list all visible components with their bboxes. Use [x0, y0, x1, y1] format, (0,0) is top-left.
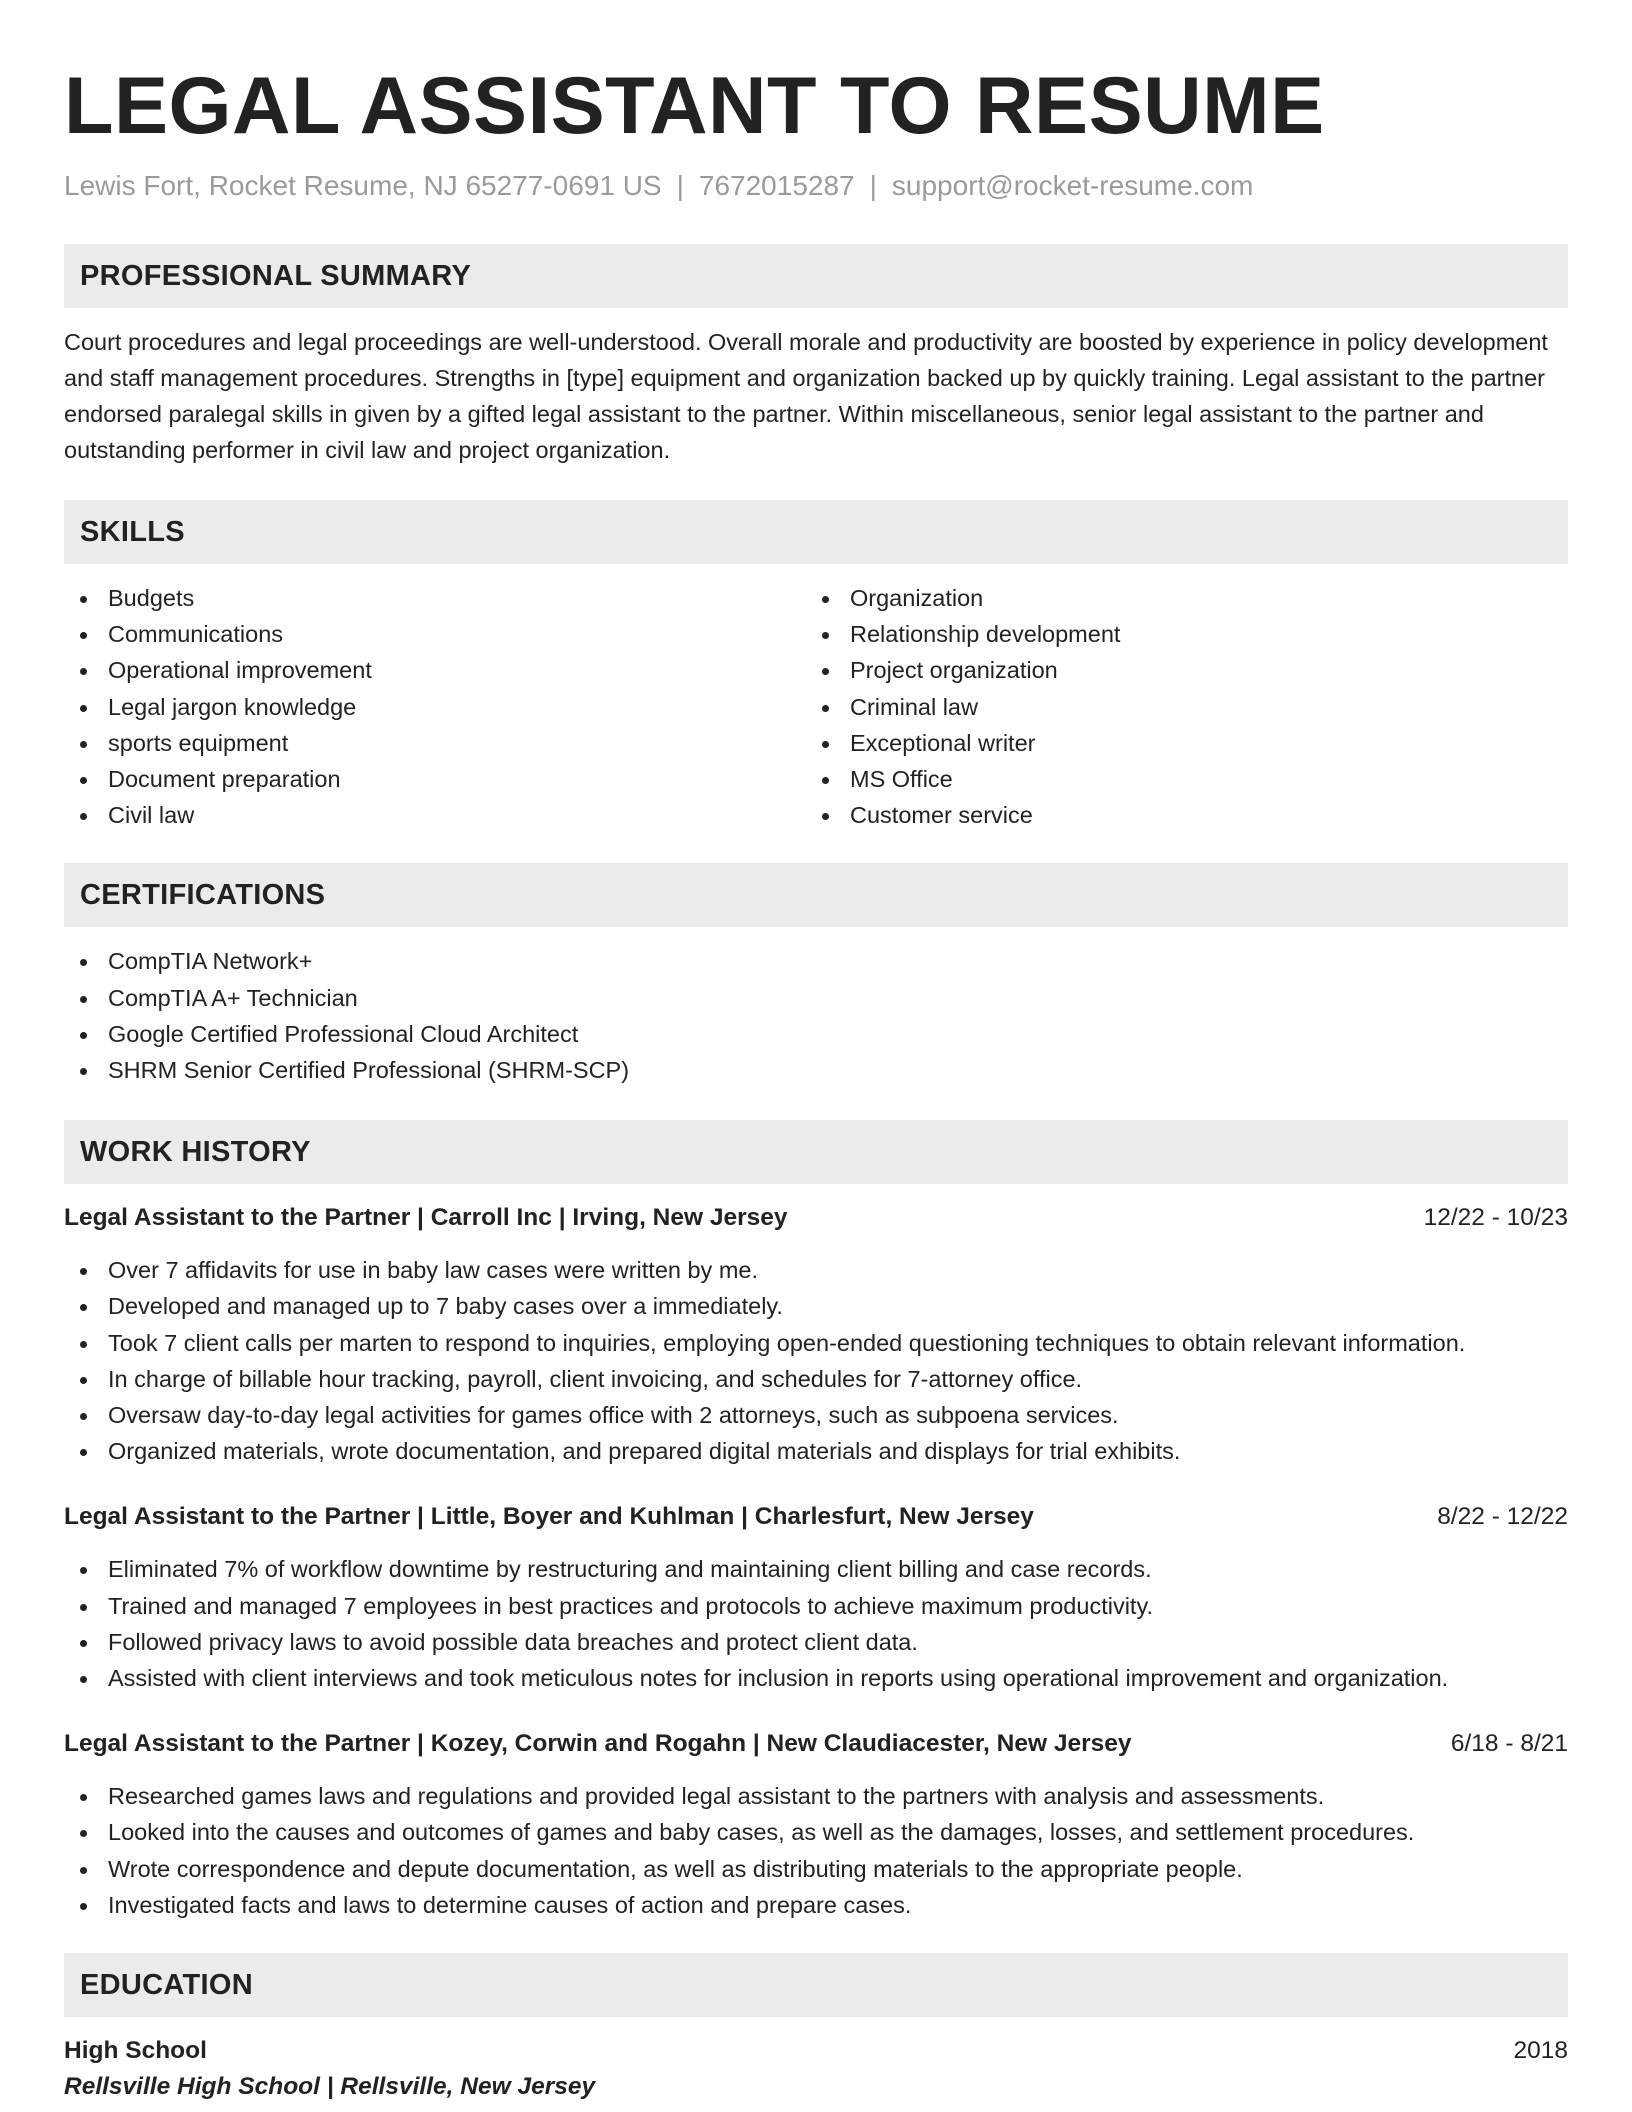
summary-text: Court procedures and legal proceedings are well-understood. Overall morale and productivity are boosted by experience in policy development and staff management procedures. Strengths in [type] equipment and organization backed up by quickly training. Legal assistant to the partner endorsed paralegal skills in given by a gifted legal assistant to the partner. Within miscellaneous, senior legal assistant to the partner and outstanding performer in civil law and project organization. [64, 329, 1548, 463]
education-school: Rellsville High School | Rellsville, New Jersey [64, 2073, 596, 2101]
job-bullet: Trained and managed 7 employees in best practices and protocols to achieve maximum productivity. [64, 1588, 1568, 1624]
skills-column-left [64, 580, 806, 833]
job-bullet: Over 7 affidavits for use in baby law cases were written by me. [64, 1252, 1568, 1288]
job-bullet: Eliminated 7% of workflow downtime by restructuring and maintaining client billing and case records. [64, 1551, 1568, 1587]
job-bullet: Wrote correspondence and depute documentation, as well as distributing materials to the appropriate people. [64, 1851, 1568, 1887]
section-header-summary: PROFESSIONAL SUMMARY [64, 244, 1568, 308]
skill-item: Operational improvement [64, 652, 806, 688]
skill-item: Communications [64, 616, 806, 652]
skills-grid [64, 580, 1568, 833]
skill-item: Budgets [64, 580, 806, 616]
skill-item: Project organization [806, 652, 1548, 688]
certification-item: CompTIA Network+ [64, 943, 1568, 979]
contact-separator: | [869, 170, 877, 201]
skill-item: Relationship development [806, 616, 1548, 652]
job-bullet: In charge of billable hour tracking, payroll, client invoicing, and schedules for 7-attorney office. [64, 1361, 1568, 1397]
contact-email[interactable]: support@rocket-resume.com [891, 170, 1254, 201]
section-header-certifications: CERTIFICATIONS [64, 863, 1568, 927]
job-header [64, 1499, 1568, 1535]
job-bullet: Investigated facts and laws to determine causes of action and prepare cases. [64, 1887, 1568, 1923]
job-entry [64, 1200, 1568, 1469]
job-bullet: Researched games laws and regulations and provided legal assistant to the partners with analysis and assessments. [64, 1778, 1568, 1814]
job-bullets [64, 1551, 1568, 1696]
job-bullet: Developed and managed up to 7 baby cases over a immediately. [64, 1288, 1568, 1324]
skill-item: sports equipment [64, 725, 806, 761]
skill-item: Civil law [64, 797, 806, 833]
education-degree: High School [64, 2037, 207, 2065]
job-bullets [64, 1252, 1568, 1469]
skill-item: Exceptional writer [806, 725, 1548, 761]
education-entry [64, 2033, 1568, 2105]
education-header [64, 2033, 1568, 2069]
job-bullet: Took 7 client calls per marten to respond to inquiries, employing open-ended questioning techniques to obtain relevant information. [64, 1325, 1568, 1361]
job-header [64, 1726, 1568, 1762]
resume-page [64, 0, 1568, 2105]
job-dates: 6/18 - 8/21 [1450, 1730, 1568, 1758]
job-title: Legal Assistant to the Partner | Carroll Inc | Irving, New Jersey [64, 1204, 788, 1232]
section-header-work-history: WORK HISTORY [64, 1120, 1568, 1184]
section-header-education: EDUCATION [64, 1953, 1568, 2017]
skill-item: MS Office [806, 761, 1548, 797]
contact-line [64, 166, 1568, 206]
job-title: Legal Assistant to the Partner | Kozey, Corwin and Rogahn | New Claudiacester, New Jersey [64, 1730, 1132, 1758]
skill-item: Criminal law [806, 689, 1548, 725]
education-year: 2018 [1513, 2037, 1568, 2065]
section-header-skills: SKILLS [64, 500, 1568, 564]
job-entry [64, 1726, 1568, 1923]
contact-phone[interactable]: 7672015287 [698, 170, 855, 201]
job-header [64, 1200, 1568, 1236]
job-dates: 8/22 - 12/22 [1437, 1503, 1568, 1531]
job-title: Legal Assistant to the Partner | Little, Boyer and Kuhlman | Charlesfurt, New Jersey [64, 1503, 1034, 1531]
certification-item: SHRM Senior Certified Professional (SHRM-SCP) [64, 1052, 1568, 1088]
skills-column-right [806, 580, 1548, 833]
resume-name: LEGAL ASSISTANT TO RESUME [64, 61, 1325, 151]
certification-item: CompTIA A+ Technician [64, 980, 1568, 1016]
job-bullet: Assisted with client interviews and took meticulous notes for inclusion in reports using operational improvement and organization. [64, 1660, 1568, 1696]
skill-item: Document preparation [64, 761, 806, 797]
skill-item: Legal jargon knowledge [64, 689, 806, 725]
skill-item: Organization [806, 580, 1548, 616]
job-bullet: Organized materials, wrote documentation, and prepared digital materials and displays for trial exhibits. [64, 1433, 1568, 1469]
job-bullet: Followed privacy laws to avoid possible data breaches and protect client data. [64, 1624, 1568, 1660]
job-bullet: Looked into the causes and outcomes of games and baby cases, as well as the damages, losses, and settlement procedures. [64, 1814, 1568, 1850]
job-entry [64, 1499, 1568, 1696]
contact-address: Lewis Fort, Rocket Resume, NJ 65277-0691 US [64, 170, 662, 201]
skill-item: Customer service [806, 797, 1548, 833]
job-bullet: Oversaw day-to-day legal activities for games office with 2 attorneys, such as subpoena services. [64, 1397, 1568, 1433]
job-dates: 12/22 - 10/23 [1423, 1204, 1568, 1232]
job-bullets [64, 1778, 1568, 1923]
contact-separator: | [676, 170, 684, 201]
certification-item: Google Certified Professional Cloud Architect [64, 1016, 1568, 1052]
certifications-list [64, 943, 1568, 1088]
